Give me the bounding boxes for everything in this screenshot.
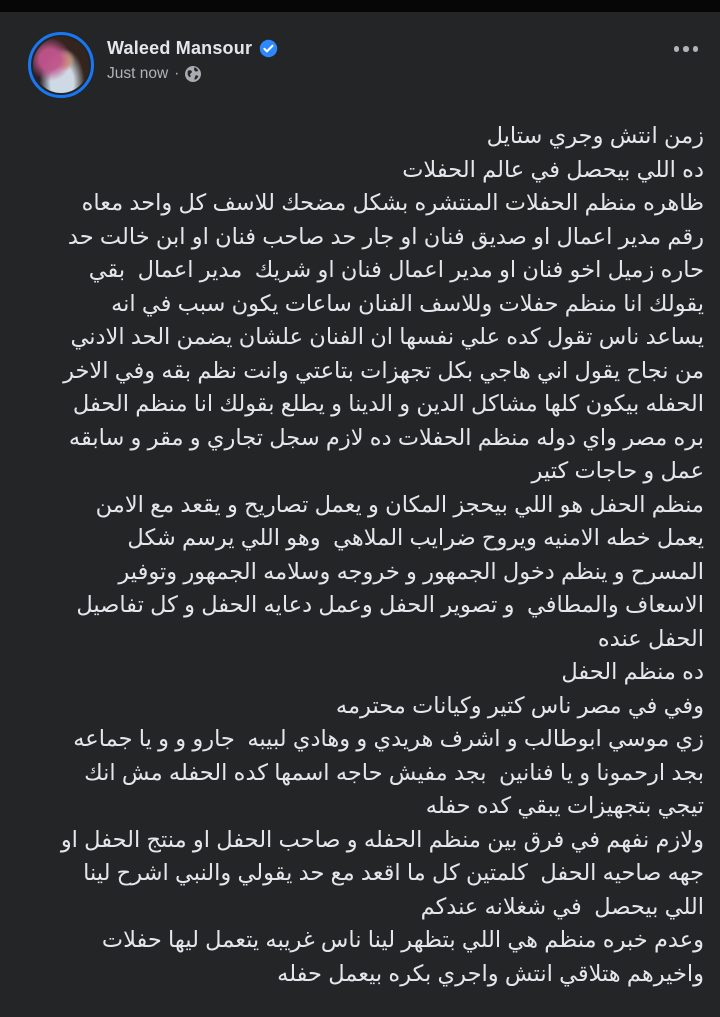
post-text-line: منظم الحفل هو اللي بيحجز المكان و يعمل تصاريح و يقعد مع الامن (95, 491, 704, 517)
post-text-line: يقولك انا منظم حفلات وللاسف الفنان ساعات يكون سبب في انه (111, 290, 704, 316)
menu-dot (693, 46, 699, 52)
post-text-line: وفي في مصر ناس كتير وكيانات محترمه (335, 692, 704, 718)
menu-dot (674, 46, 680, 52)
post-text-line: رقم مدير اعمال او صديق فنان او جار حد صاحب فنان او ابن خالت حد (67, 223, 704, 249)
post-options-button[interactable] (674, 32, 699, 52)
post-text-line: وعدم خبره منظم هي اللي بتظهر لينا ناس غريبه يتعمل ليها حفلات (101, 927, 704, 952)
post-text-line: تيجي بتجهيزات يبقي كده حفله (425, 793, 704, 818)
post-text-line: بره مصر واي دوله منظم الحفلات ده لازم سجل تجاري و مقر و سابقه (68, 424, 704, 450)
post-card (0, 12, 720, 1017)
post-header (0, 12, 720, 98)
menu-dot (683, 46, 689, 52)
post-text-line: اللي بيحصل في شغلانه عندكم (420, 893, 704, 919)
post-text-line: زمن انتش وجري ستايل (486, 123, 704, 148)
post-text-line: يعمل خطه الامنيه ويروح ضرايب الملاهي وهو اللي يرسم شكل (127, 525, 704, 550)
top-black-bar (0, 0, 720, 12)
post-text-line: ده منظم الحفل (561, 659, 704, 684)
post-text-line: زي موسي ابوطالب و اشرف هريدي و وهادي لبيبه جارو و و يا جماعه (73, 726, 704, 751)
post-text-line: بجد ارحمونا و يا فنانين بجد مفيش حاجه اسمها كده الحفله مش انك (84, 759, 704, 785)
post-text-line: الحفل عنده (597, 625, 704, 651)
post-text-line: ولازم نفهم في فرق بين منظم الحفله و صاحب الحفل او منتج الحفل او (60, 826, 704, 852)
post-text-line: ده اللي بيحصل في عالم الحفلات (402, 156, 704, 182)
avatar-photo (33, 37, 89, 93)
post-text-line: حاره زميل اخو فنان او مدير اعمال فنان او شريك مدير اعمال بقي (88, 257, 704, 282)
post-text-line: الحفله بيكون كلها مشاكل الدين و الدينا و يطلع بقولك انا منظم الحفل (72, 391, 704, 416)
author-name[interactable]: Waleed Mansour (107, 38, 253, 58)
globe-icon (185, 66, 201, 82)
avatar[interactable] (28, 32, 94, 98)
post-text-line: واخيرهم هتلاقي انتش واجري بكره بيعمل حفله (277, 960, 704, 986)
post-text-line: يساعد ناس تقول كده علي نفسها ان الفنان علشان يضمن الحد الادني (70, 324, 704, 349)
post-body-text (0, 98, 720, 990)
meta-separator: · (174, 65, 180, 82)
post-text-line: المسرح و ينظم دخول الجمهور و خروجه وسلامه الجمهور وتوفير (118, 558, 704, 584)
verified-badge-icon (259, 39, 278, 58)
post-text-line: عمل و حاجات كتير (531, 458, 704, 483)
post-text-line: من نجاح يقول اني هاجي بكل تجهزات بتاعتي وانت نظم بقه وفي الاخر (63, 357, 704, 383)
post-text-line: ظاهره منظم الحفلات المنتشره بشكل مضحك للاسف كل واحد معاه (81, 190, 704, 215)
post-header-info (107, 32, 278, 83)
author-name-row (107, 38, 278, 59)
post-text-line: جهه صاحيه الحفل كلمتين كل ما اقعد مع حد يقولي والنبي اشرح لينا (83, 860, 704, 885)
timestamp[interactable]: Just now (107, 65, 169, 82)
post-text-line: الاسعاف والمطافي و تصوير الحفل وعمل دعايه الحفل و كل تفاصيل (76, 592, 704, 617)
post-meta-row (107, 65, 278, 83)
